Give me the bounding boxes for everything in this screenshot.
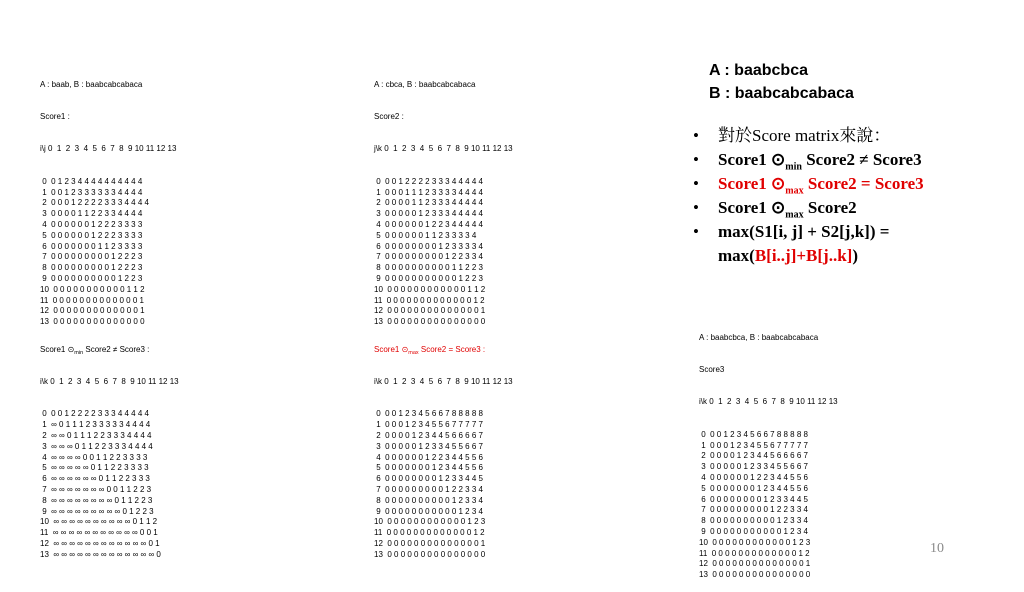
matrix-row: 0 0 1 2 3 4 4 4 4 4 4 4 4 4 4 xyxy=(40,176,143,186)
matrix-row: 13 ∞ ∞ ∞ ∞ ∞ ∞ ∞ ∞ ∞ ∞ ∞ ∞ ∞ 0 xyxy=(40,549,161,559)
bullet-min-not-equal: • Score1 $⊙_{min}$ Score2 ≠ Score3 xyxy=(693,148,1013,172)
score2-label: Score2 : xyxy=(374,111,404,121)
matrix-row: 0 0 0 1 2 3 4 5 6 6 7 8 8 8 8 8 xyxy=(699,429,808,439)
max-product-header: i\k 0 1 2 3 4 5 6 7 8 9 10 11 12 13 xyxy=(374,376,513,386)
matrix-row: 9 0 0 0 0 0 0 0 0 0 0 0 1 2 3 4 xyxy=(699,526,808,536)
matrix-row: 6 0 0 0 0 0 0 0 0 1 2 3 3 4 4 5 xyxy=(374,474,483,484)
matrix-row: 0 0 0 1 2 3 4 5 6 6 7 8 8 8 8 8 xyxy=(374,409,483,419)
page-number: 10 xyxy=(930,541,944,556)
score1-block xyxy=(40,58,176,339)
matrix-row: 7 0 0 0 0 0 0 0 0 0 1 2 2 2 3 xyxy=(40,252,143,262)
matrix-row: 9 0 0 0 0 0 0 0 0 0 0 0 1 2 2 3 xyxy=(374,273,483,283)
matrix-row: 9 ∞ ∞ ∞ ∞ ∞ ∞ ∞ ∞ ∞ 0 1 2 2 3 xyxy=(40,506,154,516)
matrix-row: 12 0 0 0 0 0 0 0 0 0 0 0 0 0 0 1 xyxy=(374,306,486,316)
matrix-row: 11 0 0 0 0 0 0 0 0 0 0 0 0 0 1 xyxy=(40,295,144,305)
score1-label: Score1 : xyxy=(40,111,70,121)
bullet-max-formula: • max(S1[i, j] + S2[j,k]) = max(B[i..j]+B[j..k]) xyxy=(693,220,1013,268)
matrix-row: 2 0 0 0 0 1 1 2 3 3 3 4 4 4 4 4 xyxy=(374,198,483,208)
matrix-row: 10 0 0 0 0 0 0 0 0 0 0 0 0 1 1 2 xyxy=(374,284,486,294)
matrix-row: 3 0 0 0 0 1 1 2 2 3 3 4 4 4 4 xyxy=(40,209,143,219)
matrix-row: 7 0 0 0 0 0 0 0 0 0 1 2 2 3 3 4 xyxy=(374,252,483,262)
matrix-row: 0 0 0 1 2 2 2 2 3 3 3 4 4 4 4 4 xyxy=(374,176,483,186)
matrix-row: 7 ∞ ∞ ∞ ∞ ∞ ∞ ∞ 0 0 1 1 2 2 3 xyxy=(40,484,152,494)
matrix-row: 3 0 0 0 0 0 1 2 3 3 4 5 5 6 6 7 xyxy=(374,441,483,451)
matrix-row: 1 0 0 1 2 3 3 3 3 3 3 4 4 4 4 xyxy=(40,187,143,197)
matrix-row: 2 0 0 0 1 2 2 2 2 3 3 3 4 4 4 4 xyxy=(40,198,149,208)
matrix-row: 1 0 0 0 1 1 1 2 3 3 3 3 4 4 4 4 xyxy=(374,187,483,197)
max-product-label: Score1 $⊙_{max}$ Score2 = Score3 : xyxy=(374,344,486,356)
matrix-row: 2 ∞ ∞ 0 1 1 1 2 2 3 3 3 4 4 4 4 xyxy=(40,430,152,440)
score1-title: A : baab, B : baabcabcabaca xyxy=(40,79,143,89)
matrix-row: 11 0 0 0 0 0 0 0 0 0 0 0 0 0 1 2 xyxy=(374,528,485,538)
min-product-block xyxy=(40,323,179,571)
matrix-row: 9 0 0 0 0 0 0 0 0 0 0 1 2 2 3 xyxy=(40,273,143,283)
score2-header: j\k 0 1 2 3 4 5 6 7 8 9 10 11 12 13 xyxy=(374,144,513,154)
matrix-row: 10 ∞ ∞ ∞ ∞ ∞ ∞ ∞ ∞ ∞ ∞ 0 1 1 2 xyxy=(40,517,158,527)
matrix-row: 6 ∞ ∞ ∞ ∞ ∞ ∞ 0 1 1 2 2 3 3 3 xyxy=(40,474,150,484)
matrix-row: 10 0 0 0 0 0 0 0 0 0 0 0 0 1 2 3 xyxy=(374,517,486,527)
strings-heading xyxy=(709,59,854,105)
score3-title: A : baabcbca, B : baabcabcabaca xyxy=(699,332,819,342)
matrix-row: 1 0 0 0 1 2 3 4 5 5 6 7 7 7 7 7 xyxy=(374,420,483,430)
matrix-row: 3 0 0 0 0 0 1 2 3 3 3 4 4 4 4 4 xyxy=(374,209,483,219)
matrix-row: 12 ∞ ∞ ∞ ∞ ∞ ∞ ∞ ∞ ∞ ∞ ∞ ∞ 0 1 xyxy=(40,538,160,548)
matrix-row: 12 0 0 0 0 0 0 0 0 0 0 0 0 0 1 xyxy=(40,306,145,316)
matrix-row: 4 ∞ ∞ ∞ ∞ 0 0 1 1 2 2 3 3 3 3 xyxy=(40,452,148,462)
matrix-row: 5 0 0 0 0 0 0 1 2 2 2 3 3 3 3 xyxy=(40,230,143,240)
matrix-row: 12 0 0 0 0 0 0 0 0 0 0 0 0 0 0 1 xyxy=(699,559,811,569)
min-product-header: i\k 0 1 2 3 4 5 6 7 8 9 10 11 12 13 xyxy=(40,376,179,386)
matrix-row: 8 0 0 0 0 0 0 0 0 0 1 2 2 2 3 xyxy=(40,263,143,273)
matrix-row: 4 0 0 0 0 0 0 1 2 2 2 3 3 3 3 xyxy=(40,219,143,229)
matrix-row: 11 0 0 0 0 0 0 0 0 0 0 0 0 0 1 2 xyxy=(699,548,810,558)
matrix-row: 2 0 0 0 0 1 2 3 4 4 5 6 6 6 6 7 xyxy=(699,451,808,461)
matrix-row: 9 0 0 0 0 0 0 0 0 0 0 0 1 2 3 4 xyxy=(374,506,483,516)
matrix-row: 7 0 0 0 0 0 0 0 0 0 1 2 2 3 3 4 xyxy=(374,484,483,494)
min-product-label: Score1 $⊙_{min}$ Score2 ≠ Score3 : xyxy=(40,344,150,356)
matrix-row: 13 0 0 0 0 0 0 0 0 0 0 0 0 0 0 xyxy=(40,317,145,327)
matrix-row: 8 0 0 0 0 0 0 0 0 0 0 1 2 3 3 4 xyxy=(374,495,483,505)
matrix-row: 6 0 0 0 0 0 0 0 1 1 2 3 3 3 3 xyxy=(40,241,143,251)
matrix-row: 4 0 0 0 0 0 0 1 2 2 3 4 4 4 4 4 xyxy=(374,219,483,229)
matrix-row: 1 0 0 0 1 2 3 4 5 5 6 7 7 7 7 7 xyxy=(699,440,808,450)
score2-block xyxy=(374,58,513,339)
matrix-row: 8 0 0 0 0 0 0 0 0 0 0 1 1 2 2 3 xyxy=(374,263,483,273)
matrix-row: 3 0 0 0 0 0 1 2 3 3 4 5 5 6 6 7 xyxy=(699,462,808,472)
matrix-row: 12 0 0 0 0 0 0 0 0 0 0 0 0 0 0 1 xyxy=(374,538,486,548)
string-b: B : baabcabcabaca xyxy=(709,85,854,102)
matrix-row: 11 0 0 0 0 0 0 0 0 0 0 0 0 0 1 2 xyxy=(374,295,485,305)
score3-header: i\k 0 1 2 3 4 5 6 7 8 9 10 11 12 13 xyxy=(699,397,838,407)
matrix-row: 5 ∞ ∞ ∞ ∞ ∞ 0 1 1 2 2 3 3 3 3 xyxy=(40,463,149,473)
matrix-row: 6 0 0 0 0 0 0 0 0 1 2 3 3 3 3 4 xyxy=(374,241,483,251)
max-product-block xyxy=(374,323,513,571)
matrix-row: 4 0 0 0 0 0 0 1 2 2 3 4 4 5 5 6 xyxy=(374,452,483,462)
matrix-row: 8 0 0 0 0 0 0 0 0 0 0 1 2 3 3 4 xyxy=(699,516,808,526)
string-a: A : baabcbca xyxy=(709,62,808,79)
matrix-row: 10 0 0 0 0 0 0 0 0 0 0 0 1 1 2 xyxy=(40,284,145,294)
bullet-max-equal: • Score1 $⊙_{max}$ Score2 = Score3 xyxy=(693,172,1013,196)
matrix-row: 5 0 0 0 0 0 0 0 1 2 3 4 4 5 5 6 xyxy=(374,463,483,473)
matrix-row: 13 0 0 0 0 0 0 0 0 0 0 0 0 0 0 0 xyxy=(374,549,486,559)
score3-label: Score3 xyxy=(699,364,725,374)
matrix-row: 2 0 0 0 0 1 2 3 4 4 5 6 6 6 6 7 xyxy=(374,430,483,440)
matrix-row: 0 0 0 1 2 2 2 2 3 3 3 4 4 4 4 4 xyxy=(40,409,149,419)
matrix-row: 13 0 0 0 0 0 0 0 0 0 0 0 0 0 0 0 xyxy=(374,317,486,327)
score3-block xyxy=(699,311,838,592)
matrix-row: 1 ∞ 0 1 1 1 2 3 3 3 3 3 4 4 4 4 xyxy=(40,420,151,430)
matrix-row: 13 0 0 0 0 0 0 0 0 0 0 0 0 0 0 0 xyxy=(699,570,811,580)
matrix-row: 11 ∞ ∞ ∞ ∞ ∞ ∞ ∞ ∞ ∞ ∞ ∞ 0 0 1 xyxy=(40,528,158,538)
matrix-row: 10 0 0 0 0 0 0 0 0 0 0 0 0 1 2 3 xyxy=(699,537,811,547)
score2-title: A : cbca, B : baabcabcabaca xyxy=(374,79,476,89)
bullet-list xyxy=(693,124,1013,268)
matrix-row: 3 ∞ ∞ ∞ 0 1 1 2 2 3 3 3 4 4 4 4 xyxy=(40,441,153,451)
matrix-row: 7 0 0 0 0 0 0 0 0 0 1 2 2 3 3 4 xyxy=(699,505,808,515)
bullet-max-product: • Score1 $⊙_{max}$ Score2 xyxy=(693,196,1013,220)
matrix-row: 8 ∞ ∞ ∞ ∞ ∞ ∞ ∞ ∞ 0 1 1 2 2 3 xyxy=(40,495,153,505)
matrix-row: 5 0 0 0 0 0 0 1 1 2 3 3 3 3 4 xyxy=(374,230,477,240)
bullet-intro: • 對於Score matrix來說： xyxy=(693,124,1013,148)
matrix-row: 4 0 0 0 0 0 0 1 2 2 3 4 4 5 5 6 xyxy=(699,472,808,482)
matrix-row: 6 0 0 0 0 0 0 0 0 1 2 3 3 4 4 5 xyxy=(699,494,808,504)
matrix-row: 5 0 0 0 0 0 0 0 1 2 3 4 4 5 5 6 xyxy=(699,483,808,493)
score1-header: i\j 0 1 2 3 4 5 6 7 8 9 10 11 12 13 xyxy=(40,144,177,154)
